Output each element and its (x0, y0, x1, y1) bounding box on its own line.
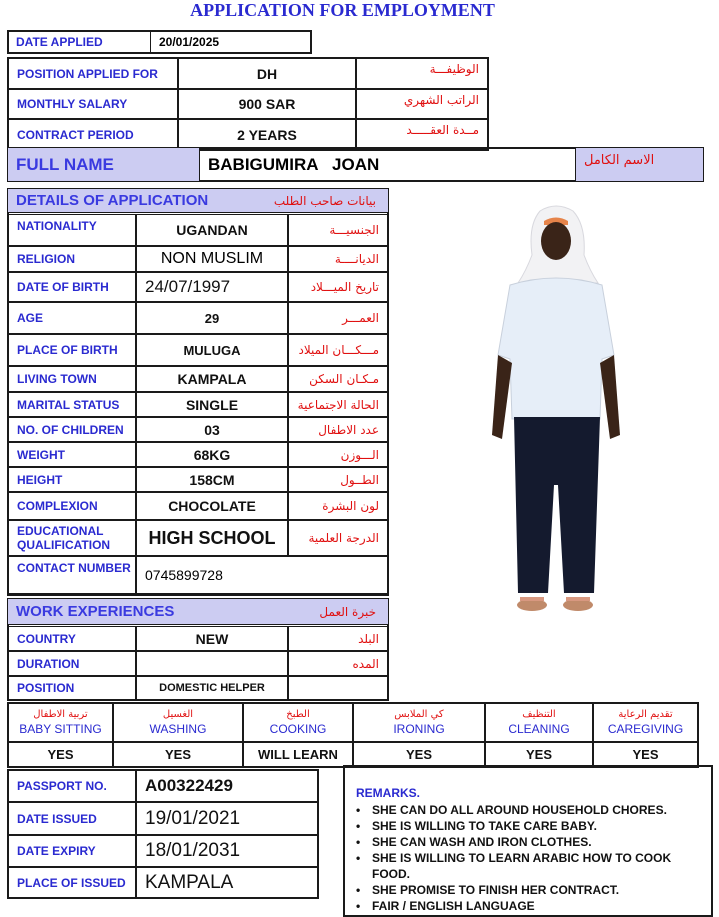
salary-arabic: الراتب الشهري (356, 89, 488, 119)
details-arabic: الـــوزن (288, 442, 388, 467)
details-header-arabic: بيانات صاحب الطلب (273, 193, 376, 208)
position-value: DH (178, 58, 356, 89)
work-value (136, 651, 288, 676)
remark-text: SHE CAN WASH AND IRON CLOTHES. (372, 835, 592, 849)
details-label: MARITAL STATUS (8, 392, 136, 417)
remark-text: SHE CAN DO ALL AROUND HOUSEHOLD CHORES. (372, 803, 667, 817)
work-value: NEW (136, 626, 288, 651)
passport-label: DATE EXPIRY (8, 835, 136, 867)
passport-value: KAMPALA (136, 867, 318, 898)
details-label: PLACE OF BIRTH (8, 334, 136, 366)
details-value: SINGLE (136, 392, 288, 417)
remarks-list (356, 802, 706, 914)
skill-arabic: تربية الاطفال (33, 709, 88, 720)
details-arabic: مـــكـــان الميلاد (288, 334, 388, 366)
skill-value: YES (113, 742, 243, 767)
details-value: NON MUSLIM (136, 246, 288, 272)
details-label: AGE (8, 302, 136, 334)
work-arabic: المده (288, 651, 388, 676)
skill-value: WILL LEARN (243, 742, 353, 767)
passport-value: 19/01/2021 (136, 802, 318, 835)
page-title: APPLICATION FOR EMPLOYMENT (190, 0, 495, 20)
details-label: RELIGION (8, 246, 136, 272)
work-header-arabic: خبرة العمل (319, 604, 376, 619)
skill-label: WASHING (149, 722, 207, 736)
work-value: DOMESTIC HELPER (136, 676, 288, 700)
skill-header (485, 703, 593, 742)
remark-item (356, 882, 706, 898)
date-applied-label: DATE APPLIED (8, 31, 151, 53)
remark-item (356, 898, 706, 914)
skill-label: BABY SITTING (19, 722, 102, 736)
details-label: NATIONALITY (8, 214, 136, 246)
details-value: 158CM (136, 467, 288, 492)
full-name-label (8, 148, 200, 181)
skill-header (593, 703, 698, 742)
position-arabic: الوظيفـــة (356, 58, 488, 89)
remark-item (356, 850, 706, 882)
remark-bullet: • (356, 899, 361, 913)
salary-value: 900 SAR (178, 89, 356, 119)
applicant-photo (452, 195, 652, 625)
passport-label: DATE ISSUED (8, 802, 136, 835)
applicant-photo-figure (452, 195, 652, 625)
skill-arabic: الطبخ (286, 709, 310, 720)
passport-label: PLACE OF ISSUED (8, 867, 136, 898)
details-arabic: لون البشرة (288, 492, 388, 520)
skill-arabic: كي الملابس (394, 709, 444, 720)
remark-text: SHE IS WILLING TO TAKE CARE BABY. (372, 819, 597, 833)
remark-text: SHE IS WILLING TO LEARN ARABIC HOW TO COOK FOOD. (372, 851, 672, 881)
details-arabic: مـكـان السكن (288, 366, 388, 392)
date-applied-value: 20/01/2025 (159, 35, 220, 49)
details-value: 0745899728 (136, 556, 388, 594)
skill-value: YES (593, 742, 698, 767)
remark-bullet: • (356, 851, 361, 865)
details-arabic: تاريخ الميـــلاد (288, 272, 388, 302)
details-value: MULUGA (136, 334, 288, 366)
skill-header (353, 703, 485, 742)
contract-value: 2 YEARS (178, 119, 356, 150)
work-arabic (288, 676, 388, 700)
full-name-value: BABIGUMIRA JOAN (200, 148, 576, 181)
work-label: DURATION (8, 651, 136, 676)
remark-bullet: • (356, 835, 361, 849)
remark-item (356, 818, 706, 834)
skill-arabic: التنظيف (522, 709, 556, 720)
details-value: 03 (136, 417, 288, 442)
remarks-title: REMARKS. (356, 786, 421, 800)
details-value: CHOCOLATE (136, 492, 288, 520)
full-name-arabic: الاسم الكامل (576, 148, 703, 181)
details-label: HEIGHT (8, 467, 136, 492)
remark-item (356, 802, 706, 818)
details-arabic: الحالة الاجتماعية (288, 392, 388, 417)
work-label: POSITION (8, 676, 136, 700)
work-label: COUNTRY (8, 626, 136, 651)
details-label: LIVING TOWN (8, 366, 136, 392)
details-header (8, 189, 388, 213)
skill-header (8, 703, 113, 742)
remark-bullet: • (356, 819, 361, 833)
skill-label: COOKING (269, 722, 327, 736)
details-label: COMPLEXION (8, 492, 136, 520)
passport-value: A00322429 (136, 770, 318, 802)
skill-label: IRONING (393, 722, 445, 736)
details-arabic: الجنسيـــة (288, 214, 388, 246)
details-arabic: العمـــر (288, 302, 388, 334)
remark-item (356, 834, 706, 850)
details-arabic: الديانــــة (288, 246, 388, 272)
skill-value: YES (353, 742, 485, 767)
contract-arabic: مــدة العقـــــد (356, 119, 488, 150)
details-arabic: عدد الاطفال (288, 417, 388, 442)
remark-text: FAIR / ENGLISH LANGUAGE (372, 899, 535, 913)
skill-label: CLEANING (508, 722, 570, 736)
details-value: 68KG (136, 442, 288, 467)
skill-value: YES (8, 742, 113, 767)
details-arabic: الدرجة العلمية (288, 520, 388, 556)
details-header-text: DETAILS OF APPLICATION (16, 192, 209, 209)
remark-text: SHE PROMISE TO FINISH HER CONTRACT. (372, 883, 620, 897)
salary-label: MONTHLY SALARY (8, 89, 178, 119)
remark-bullet: • (356, 803, 361, 817)
passport-value: 18/01/2031 (136, 835, 318, 867)
contract-label: CONTRACT PERIOD (8, 119, 178, 150)
work-header (8, 599, 388, 625)
skill-arabic: الغسيل (162, 709, 194, 720)
passport-label: PASSPORT NO. (8, 770, 136, 802)
details-value: 29 (136, 302, 288, 334)
work-arabic: البلد (288, 626, 388, 651)
details-value: UGANDAN (136, 214, 288, 246)
skill-header (113, 703, 243, 742)
skill-value: YES (485, 742, 593, 767)
details-label: EDUCATIONAL QUALIFICATION (8, 520, 136, 556)
position-label: POSITION APPLIED FOR (8, 58, 178, 89)
skill-header (243, 703, 353, 742)
details-value: 24/07/1997 (136, 272, 288, 302)
remark-bullet: • (356, 883, 361, 897)
skill-arabic: تقديم الرعاية (618, 709, 673, 720)
details-arabic: الطــول (288, 467, 388, 492)
full-name-label-text: FULL NAME (16, 154, 114, 174)
work-header-text: WORK EXPERIENCES (16, 603, 175, 620)
details-value: KAMPALA (136, 366, 288, 392)
details-label: NO. OF CHILDREN (8, 417, 136, 442)
details-label: WEIGHT (8, 442, 136, 467)
details-value: HIGH SCHOOL (136, 520, 288, 556)
details-label: CONTACT NUMBER (8, 556, 136, 594)
details-label: DATE OF BIRTH (8, 272, 136, 302)
skill-label: CAREGIVING (607, 722, 684, 736)
